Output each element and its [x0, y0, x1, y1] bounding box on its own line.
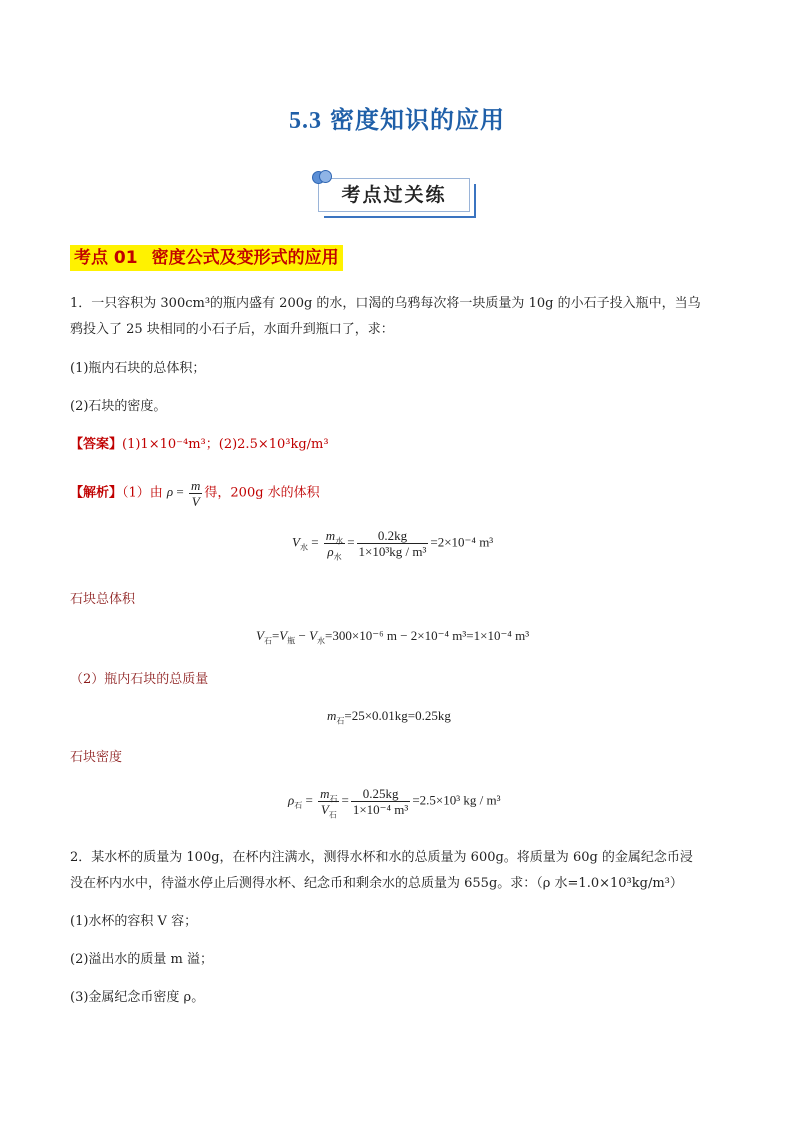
density-formula: ρ = $\frac{m}{V}$: [166, 478, 201, 509]
equation-4: $\rho_石$ = $\frac{m_石}{V_石}$ = $\frac{0.25kg}{\text{1×10⁻⁴ m³}}$ =2.5×10³ kg / m³: [288, 786, 501, 820]
page-title: [0, 100, 794, 135]
eq1-result: =2×10⁻⁴ m³: [430, 534, 494, 550]
q1-sub1: (1)瓶内石块的总体积；: [70, 361, 206, 376]
title-number: 5.3: [289, 108, 322, 134]
q2-line1: 2．某水杯的质量为 100g，在杯内注满水，测得水杯和水的总质量为 600g。将质量为 60g 的金属纪念币浸: [70, 850, 693, 865]
section-heading: [70, 245, 343, 271]
q2-line2: 没在杯内水中，待溢水停止后测得水杯、纪念币和剩余水的总质量为 655g。求：（ρ 水=1.0×10³kg/m³）: [70, 876, 683, 891]
section-text: 密度公式及变形式的应用: [151, 248, 339, 268]
equation-2: $V_石=V_瓶 - V_水=300\times 10^{-6}$ m − 2×10⁻⁴ m³=1×10⁻⁴ m³: [256, 628, 530, 646]
q1-answer: [70, 433, 730, 457]
q2-sub2: (2)溢出水的质量 m 溢；: [70, 952, 214, 967]
eq4-denominator: 1×10⁻⁴ m³: [352, 802, 409, 817]
stone-volume-label: 石块总体积: [70, 592, 136, 607]
eq4-result: =2.5×10³ kg / m³: [412, 792, 501, 808]
q1-line2: 鸦投入了 25 块相同的小石子后，水面升到瓶口了，求：: [70, 322, 394, 337]
q2-sub1: (1)水杯的容积 V 容；: [70, 914, 198, 929]
equation-3: $m_石=25\times 0.01kg=0.25kg$: [327, 708, 451, 726]
density-label: 石块密度: [70, 750, 123, 765]
section-code: 考点 01: [74, 248, 138, 268]
section-badge: [318, 178, 478, 220]
equation-1: $V_水$ = $\frac{m_水}{\rho_水}$ = $\frac{0.2kg}{\text{1×10³kg / m³}}$ =2×10⁻⁴ m³: [292, 528, 494, 562]
eq4-numerator: 0.25kg: [351, 786, 411, 802]
eq2-text: =300×10⁻⁶ m − 2×10⁻⁴ m³=1×10⁻⁴ m³: [325, 628, 530, 643]
part2-label: （2）瓶内石块的总质量: [70, 672, 209, 687]
eq1-denominator: 1×10³kg / m³: [358, 544, 427, 559]
answer-text: (1)1×10⁻⁴m³；(2)2.5×10³kg/m³: [122, 437, 329, 452]
answer-label: 【答案】: [70, 437, 123, 452]
eq1-numerator: 0.2kg: [357, 528, 429, 544]
badge-label: 考点过关练: [318, 178, 470, 212]
title-text: 密度知识的应用: [330, 106, 505, 134]
q1-sub2: (2)石块的密度。: [70, 399, 167, 414]
q1-line1: 1．一只容积为 300cm³的瓶内盛有 200g 的水，口渴的乌鸦每次将一块质量为 10g 的小石子投入瓶中，当乌: [70, 296, 701, 311]
q2-sub3: (3)金属纪念币密度 ρ。: [70, 990, 205, 1005]
analysis-pre: （1）由: [122, 485, 167, 501]
analysis-label: 【解析】: [70, 485, 123, 501]
analysis-post: 得，200g 水的体积: [204, 485, 320, 501]
eq3-text: =25×0.01kg=0.25kg: [344, 708, 451, 723]
q1-analysis: [70, 478, 730, 509]
